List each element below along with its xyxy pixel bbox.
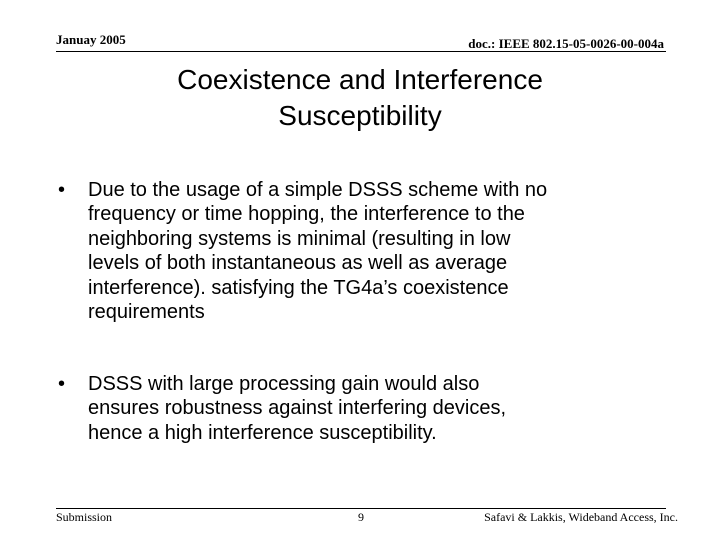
- bullet-item-robustness: [58, 372, 658, 445]
- bullet-line: neighboring systems is minimal (resulting in low: [88, 227, 511, 250]
- bullet-line: levels of both instantaneous as well as average: [88, 252, 508, 275]
- header-divider: [56, 51, 666, 52]
- bullet-line: DSSS with large processing gain would also: [88, 373, 480, 395]
- footer-submission: Submission: [56, 510, 113, 524]
- footer-authors: Safavi & Lakkis, Wideband Access, Inc.: [484, 510, 678, 524]
- bullet-marker: •: [58, 373, 66, 395]
- bullet-line: frequency or time hopping, the interference to the: [88, 203, 525, 226]
- bullet-line: requirements: [88, 301, 205, 324]
- bullet-line: hence a high interference susceptibility.: [88, 421, 437, 444]
- slide-title: [0, 62, 720, 134]
- bullet-item-coexistence: [58, 178, 658, 324]
- header-doc-id: doc.: IEEE 802.15-05-0026-00-004a: [468, 36, 664, 51]
- header-date: Januay 2005: [56, 32, 126, 47]
- footer-divider: [56, 508, 666, 509]
- bullet-marker: •: [58, 179, 66, 201]
- slide-title-line-2: Susceptibility: [278, 100, 442, 131]
- footer-page-number: 9: [358, 510, 364, 524]
- bullet-line: interference). satisfying the TG4a’s coexistence: [88, 276, 509, 299]
- bullet-line: Due to the usage of a simple DSSS scheme with no: [88, 179, 548, 201]
- slide-title-line-1: Coexistence and Interference: [177, 64, 543, 95]
- bullet-line: ensures robustness against interfering devices,: [88, 397, 507, 420]
